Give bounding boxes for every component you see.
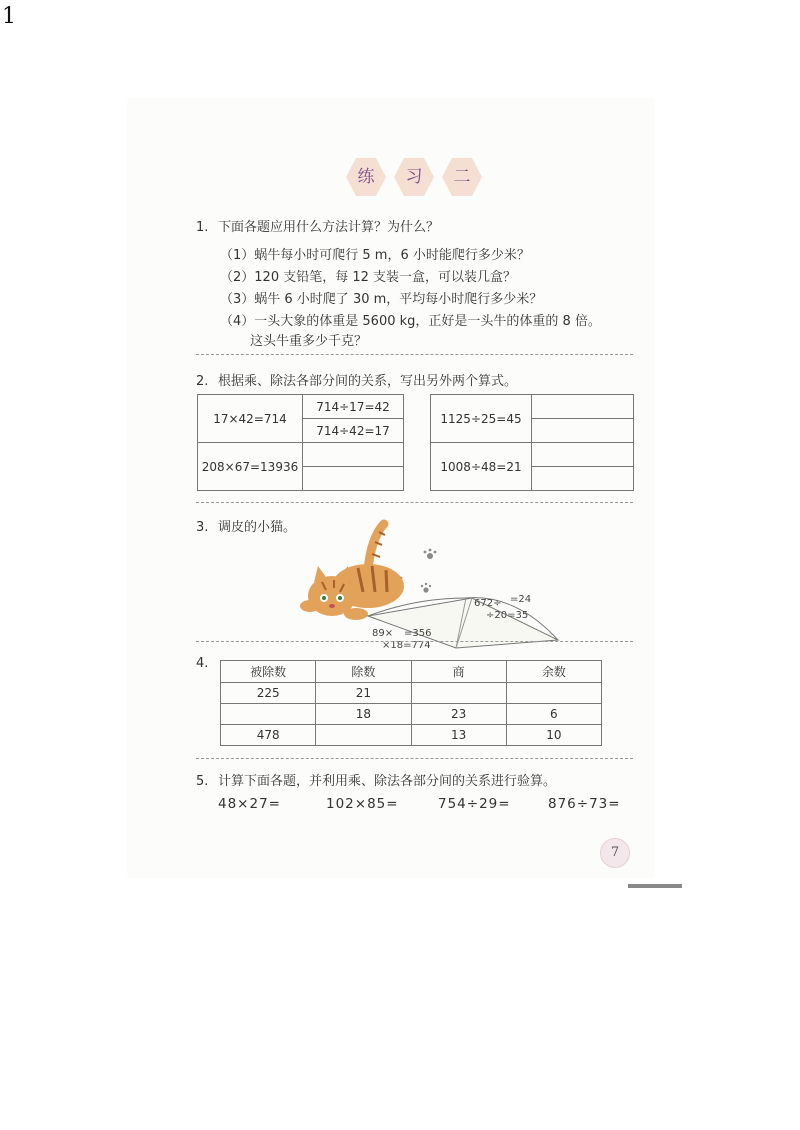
exercise-title bbox=[345, 156, 485, 200]
answer-cell[interactable] bbox=[532, 467, 634, 491]
table-cell: 478 bbox=[221, 725, 316, 746]
table-cell: 10 bbox=[506, 725, 601, 746]
question-1-item: （4）一头大象的体重是 5600 kg，正好是一头牛的体重的 8 倍。 bbox=[220, 314, 601, 329]
book-text-left-1: 89× bbox=[372, 628, 394, 639]
question-1-item: （2）120 支铅笔，每 12 支装一盒，可以装几盒？ bbox=[220, 270, 517, 285]
relation-table-right bbox=[430, 394, 634, 491]
table-cell: 225 bbox=[221, 683, 316, 704]
question-5: 5. 计算下面各题，并利用乘、除法各部分间的关系进行验算。 bbox=[196, 774, 557, 789]
cat-with-book-image bbox=[296, 518, 560, 650]
table-cell: 18 bbox=[316, 704, 411, 725]
table-cell: 714÷42=17 bbox=[303, 419, 404, 443]
table-header: 除数 bbox=[316, 661, 411, 683]
section-divider bbox=[196, 502, 633, 503]
scrollbar-thumb[interactable] bbox=[628, 884, 682, 888]
table-header: 商 bbox=[411, 661, 506, 683]
book-text-left-3: ×18=774 bbox=[382, 640, 431, 650]
title-hex-3: 二 bbox=[441, 156, 483, 198]
answer-cell[interactable] bbox=[532, 419, 634, 443]
table-row bbox=[221, 725, 602, 746]
section-divider bbox=[196, 354, 633, 355]
table-cell: 1125÷25=45 bbox=[431, 395, 532, 443]
table-cell: 17×42=714 bbox=[198, 395, 303, 443]
answer-cell[interactable] bbox=[532, 443, 634, 467]
answer-cell[interactable] bbox=[316, 725, 411, 746]
page-number-badge: 7 bbox=[600, 838, 630, 868]
book-text-right-2: =24 bbox=[510, 594, 532, 605]
question-1-item: （1）蜗牛每小时可爬行 5 m，6 小时能爬行多少米？ bbox=[220, 248, 530, 263]
section-divider bbox=[196, 641, 633, 642]
table-cell: 1008÷48=21 bbox=[431, 443, 532, 491]
cat-illustration bbox=[296, 518, 560, 650]
section-divider bbox=[196, 758, 633, 759]
table-cell: 21 bbox=[316, 683, 411, 704]
formula-2: 102×85= bbox=[326, 796, 399, 812]
formula-1: 48×27= bbox=[218, 796, 281, 812]
question-4-number: 4. bbox=[196, 656, 209, 671]
answer-cell[interactable] bbox=[506, 683, 601, 704]
question-1: 1. 下面各题应用什么方法计算？为什么？ bbox=[196, 220, 440, 235]
question-1-item: （3）蜗牛 6 小时爬了 30 m，平均每小时爬行多少米？ bbox=[220, 292, 543, 307]
book-text-left-2: =356 bbox=[404, 628, 432, 639]
table-cell: 13 bbox=[411, 725, 506, 746]
book-text-right-1: 672÷ bbox=[474, 598, 502, 609]
table-row bbox=[221, 704, 602, 725]
table-row bbox=[221, 683, 602, 704]
answer-cell[interactable] bbox=[303, 467, 404, 491]
relation-table-left bbox=[197, 394, 404, 491]
answer-cell[interactable] bbox=[221, 704, 316, 725]
table-cell: 208×67=13936 bbox=[198, 443, 303, 491]
table-cell: 6 bbox=[506, 704, 601, 725]
book-text-right-3: ÷20=35 bbox=[486, 610, 529, 621]
answer-cell[interactable] bbox=[411, 683, 506, 704]
question-3: 3. 调皮的小猫。 bbox=[196, 520, 297, 535]
table-cell: 23 bbox=[411, 704, 506, 725]
table-cell: 714÷17=42 bbox=[303, 395, 404, 419]
title-hex-1: 练 bbox=[345, 156, 387, 198]
formula-3: 754÷29= bbox=[438, 796, 511, 812]
division-table bbox=[220, 660, 602, 746]
table-header: 被除数 bbox=[221, 661, 316, 683]
page-corner-number: 1 bbox=[2, 4, 16, 29]
question-2: 2. 根据乘、除法各部分间的关系，写出另外两个算式。 bbox=[196, 374, 518, 389]
answer-cell[interactable] bbox=[303, 443, 404, 467]
answer-cell[interactable] bbox=[532, 395, 634, 419]
formula-4: 876÷73= bbox=[548, 796, 621, 812]
table-header: 余数 bbox=[506, 661, 601, 683]
title-hex-2: 习 bbox=[393, 156, 435, 198]
question-1-item-cont: 这头牛重多少千克？ bbox=[250, 334, 368, 349]
